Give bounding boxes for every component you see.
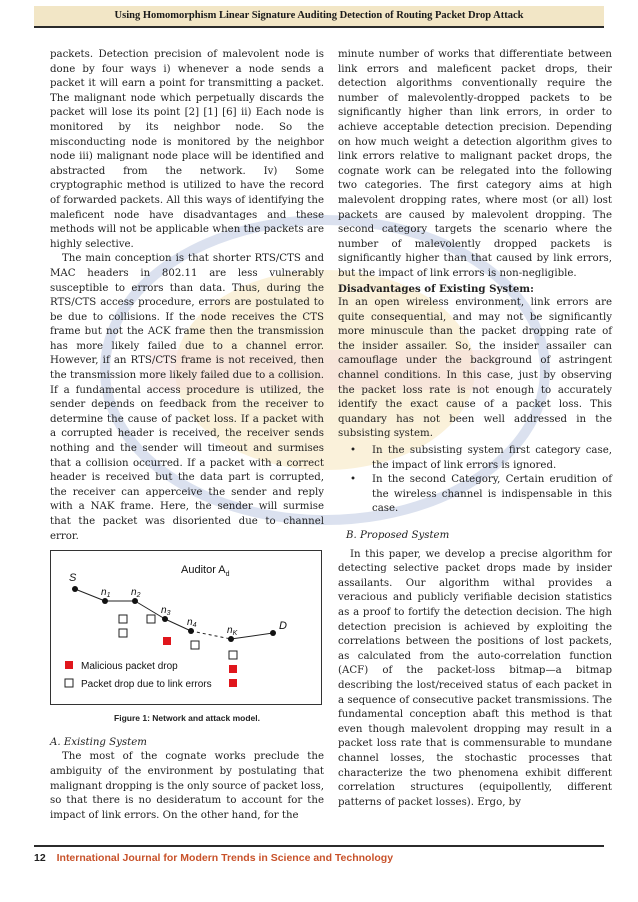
malicious-drop-square xyxy=(229,679,237,687)
left-paragraph-1: packets. Detection precision of malevolent node is done by four ways i) whenever a node sends a packet it will earn a point for transmitting a packet. The malignant node which perpetually discards the packet will lose its point [2] [1] [6] ii) Each node is monitored by its neighbor node. So the misconducting node is monitored by the neighbor node iii) malignant node place will be identified and abstracted from the network. Iv) Some cryptographic method is utilized to have the record of forwarded packets. All this ways of identifying the maleficent node have disadvantages and these methods will not be applicable when the packets are highly selective. xyxy=(50,49,324,250)
node-s-dot xyxy=(72,586,78,592)
list-item: • In the second Category, Certain erudition of the wireless channel is indispensable in this case. xyxy=(372,473,612,517)
legend-malicious-square xyxy=(65,661,73,669)
node-d-label: D xyxy=(279,620,287,633)
node-n2-label: $n_2$ xyxy=(131,587,141,600)
node-n3-label: $n_3$ xyxy=(161,605,171,618)
left-paragraph-3: The most of the cognate works preclude the ambiguity of the environment by postulating that malignant dropping is the only source of packet loss, so that there is no desideratum to account for the impact of link errors. On the other hand, for the xyxy=(50,751,324,821)
list-item: • In the subsisting system first category case, the impact of link errors is ignored. xyxy=(372,444,612,473)
right-column xyxy=(338,48,612,810)
link-drop-square xyxy=(119,615,127,623)
node-n1-label: $n_1$ xyxy=(101,587,111,600)
malicious-drop-square xyxy=(229,665,237,673)
footer-rule xyxy=(34,845,604,847)
page-number: 12 xyxy=(34,852,46,864)
figure-caption: Figure 1: Network and attack model. xyxy=(114,713,260,724)
malicious-drop-square xyxy=(163,637,171,645)
link-drop-square xyxy=(147,615,155,623)
header-title: Using Homomorphism Linear Signature Auditing Detection of Routing Packet Drop Attack xyxy=(114,10,524,21)
legend-malicious-label: Malicious packet drop xyxy=(81,661,178,673)
right-paragraph-3: In this paper, we develop a precise algorithm for detecting selective packet drops made by insider assailants. Our algorithm withal provides a veracious and publicly verifiable decision statistics as a proof to fortify the detection decision. The high detection precision is achieved by exploiting the correlations between the positions of lost packets, as calculated from the auto-correlation function (ACF) of the packet-loss bitmap—a bitmap describing the lost/received status of each packet in a sequence of consecutive packet transmissions. The fundamental conception abaft this method is that even though malevolent dropping may result in a packet loss rate that is commensurable to mundane channel losses, the stochastic processes that characterize the two phenomena exhibit different correlation structures (equipollently, different patterns of packet losses). Ergo, by xyxy=(338,548,612,808)
right-paragraph-2: In an open wireless environment, link errors are quite consequential, and may not be significantly more minuscule than the packet dropping rate of the insider assailer. So, the insider assailer can camouflage under the background of astringent channel conditions. In this case, just by observing the packet loss rate is not enough to accurately identify the exact cause of a packet loss. This quandary has not been well addressed in the subsisting system. xyxy=(338,297,612,440)
journal-name: International Journal for Modern Trends in Science and Technology xyxy=(56,852,394,864)
node-d-dot xyxy=(270,630,276,636)
link-drop-square xyxy=(229,651,237,659)
section-a-heading: A. Existing System xyxy=(50,736,147,748)
node-s-label: S xyxy=(69,572,77,585)
disadvantages-heading: Disadvantages of Existing System: xyxy=(338,282,534,295)
disadvantages-list xyxy=(338,444,612,517)
page-footer xyxy=(34,852,393,864)
right-paragraph-1: minute number of works that differentiate between link errors and maleficent packet drops, their detection algorithms conventionally require the number of malevolently-dropped packets to be significantly higher than link errors, in order to achieve acceptable detection precision. Depending on how much weight a detection algorithm gives to link errors relative to malignant packet drops, the cognate work can be relegated into the following two categories. The first category aims at high malevolent dropping rates, where most (or all) lost packets are caused by malevolent dropping. The second category targets the scenario where the number of malevolently dropped packets is significantly higher than that caused by link errors, but the impact of link errors is non-negligible. xyxy=(338,49,612,279)
node-n4-label: $n_4$ xyxy=(187,617,197,630)
link-drop-square xyxy=(191,641,199,649)
running-header xyxy=(34,6,604,28)
left-paragraph-2: The main conception is that shorter RTS/CTS and MAC headers in 802.11 are less vulnerably susceptible to errors than data. Thus, during the RTS/CTS access procedure, errors are postulated to be due to collisions. If the node receives the CTS frame but not the ACK frame then the transmission has more likely failed due to a channel error. However, if an RTS/CTS frame is not received, then the transmission more likely failed due to a collision. If a fundamental access procedure is utilized, the sender depends on feedback from the receiver to determine the cause of packet loss. If a packet with a corrupted header is received, the receiver sends nothing and the sender will timeout and surmises that a collision occurred. If a packet with a correct header is received but the data part is corrupted, the receiver can apperceive the sender and reply with a NAK frame. Here, the sender will surmise that the packet was disoriented due to channel error. xyxy=(50,253,324,542)
link-drop-square xyxy=(119,629,127,637)
node-nk-label: $n_K$ xyxy=(227,625,238,638)
auditor-label: Auditor $A_d$ xyxy=(181,564,230,579)
section-b-heading: B. Proposed System xyxy=(346,530,450,541)
left-column xyxy=(50,48,324,823)
legend-link-label: Packet drop due to link errors xyxy=(81,679,212,691)
legend-link-square xyxy=(65,679,73,687)
network-attack-figure xyxy=(50,550,322,705)
